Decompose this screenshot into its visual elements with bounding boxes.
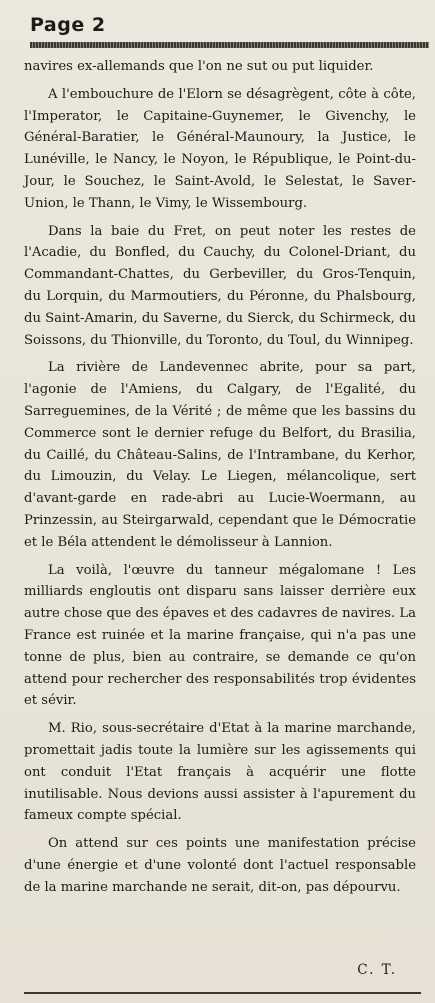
author-signature: C. T. — [357, 962, 397, 978]
article-paragraph-4: La rivière de Landevennec abrite, pour sa part, l'agonie de l'Amiens, du Calgary, de l'Egalité, du Sarreguemines, de la Vérité ; de même que les bassins du Commerce sont le dernier refuge du Belfort, du Brasilia, du Caillé, du Château-Salins, de l'Intrambane, du Kerhor, du Limouzin, du Velay. Le Liegen, mélancolique, sert d'avant-garde en rade-abri au Lucie-Woermann, au Prinzessin, au Steirgarwald, cependant que le Démocratie et le Béla attendent le démolisseur à Lannion. — [24, 360, 416, 550]
article-paragraph-5: La voilà, l'œuvre du tanneur mégalomane ! Les milliards engloutis ont disparu sans laisser derrière eux autre chose que des épaves et des cadavres de navires. La France est ruinée et la marine française, qui n'a pas une tonne de plus, bien au contraire, se demande ce qu'on attend pour rechercher des responsabilités trop évidentes et sévir. — [24, 562, 416, 709]
article-column — [24, 56, 416, 904]
header-rule — [30, 42, 429, 48]
article-paragraph-1: navires ex-allemands que l'on ne sut ou put liquider. — [24, 59, 374, 74]
article-paragraph-7: On attend sur ces points une manifestation précise d'une énergie et d'une volonté dont l'actuel responsable de la marine marchande ne serait, dit-on, pas dépourvu. — [24, 836, 416, 895]
page-header — [30, 12, 427, 44]
footer-rule — [24, 992, 421, 994]
article-paragraph-3: Dans la baie du Fret, on peut noter les restes de l'Acadie, du Bonfled, du Cauchy, du Colonel-Driant, du Commandant-Chattes, du Gerbeviller, du Gros-Tenquin, du Lorquin, du Marmoutiers, du Péronne, du Phalsbourg, du Saint-Amarin, du Saverne, du Sierck, du Schirmeck, du Soissons, du Thionville, du Toronto, du Toul, du Winnipeg. — [24, 223, 416, 348]
article-paragraph-6: M. Rio, sous-secrétaire d'Etat à la marine marchande, promettait jadis toute la lumière sur les agissements qui ont conduit l'Etat français à acquérir une flotte inutilisable. Nous devions aussi assister à l'apurement du fameux compte spécial. — [24, 721, 416, 824]
article-paragraph-2: A l'embouchure de l'Elorn se désagrègent, côte à côte, l'Imperator, le Capitaine-Guynemer, le Givenchy, le Général-Baratier, le Général-Maunoury, la Justice, le Lunéville, le Nancy, le Noyon, le République, le Point-du-Jour, le Souchez, le Saint-Avold, le Selestat, le Saver-Union, le Thann, le Vimy, le Wissembourg. — [24, 86, 416, 211]
page-number: Page 2 — [30, 14, 106, 36]
